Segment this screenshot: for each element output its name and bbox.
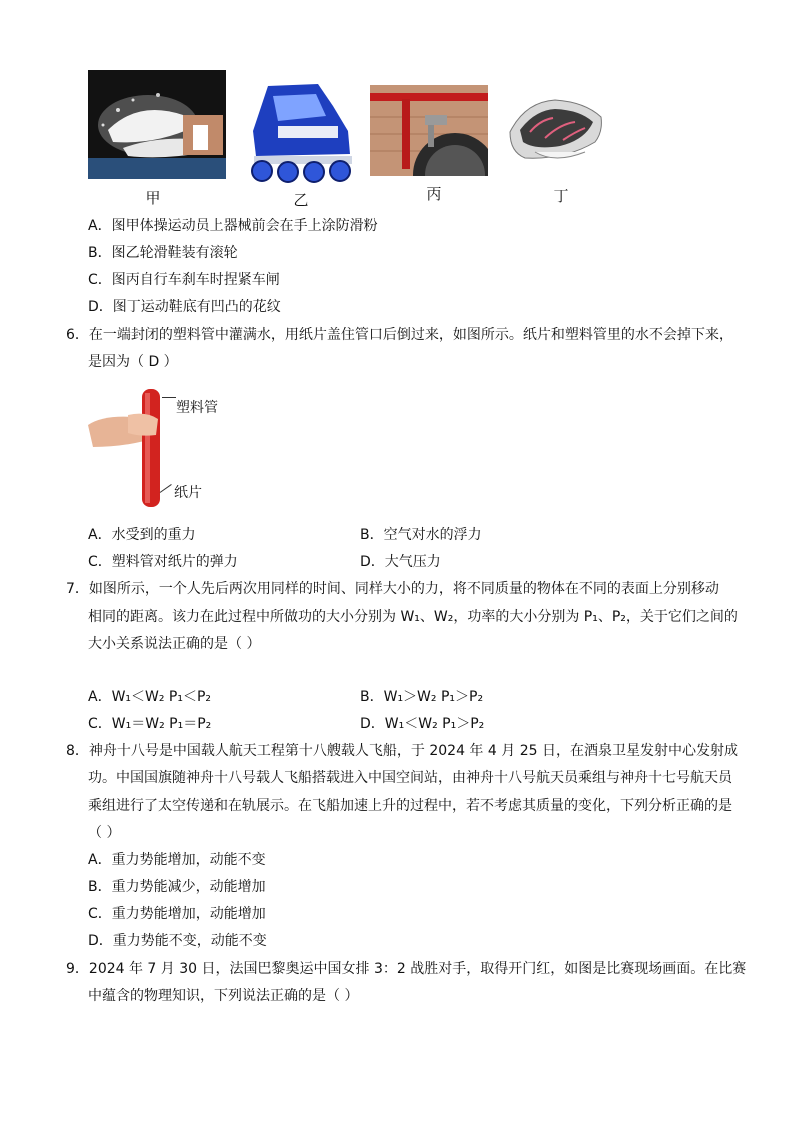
q5-option-a: A．图甲体操运动员上器械前会在手上涂防滑粉	[88, 218, 378, 234]
q6-option-a: A．水受到的重力	[88, 527, 196, 543]
q7-option-d: D．W₁＜W₂ P₁＞P₂	[360, 716, 485, 732]
q9-stem-line2: 中蕴含的物理知识，下列说法正确的是（ ）	[88, 988, 359, 1004]
photo-roller-skate	[238, 76, 362, 184]
leader-line-tube	[162, 397, 176, 398]
photo-gymnast-chalk	[88, 70, 226, 179]
q8-option-c: C．重力势能增加，动能增加	[88, 906, 266, 922]
q6-option-b: B．空气对水的浮力	[360, 527, 482, 543]
q8-option-a: A．重力势能增加，动能不变	[88, 852, 266, 868]
q7-stem-line3: 大小关系说法正确的是（ ）	[88, 636, 261, 652]
q8-stem-line4: （ ）	[88, 825, 121, 841]
q5-option-d: D．图丁运动鞋底有凹凸的花纹	[88, 299, 281, 315]
photo-bicycle-brake	[370, 85, 488, 176]
q7-option-c: C．W₁＝W₂ P₁＝P₂	[88, 716, 212, 732]
label-paper: 纸片	[174, 485, 202, 501]
q5-option-b: B．图乙轮滑鞋装有滚轮	[88, 245, 238, 261]
q7-option-b: B．W₁＞W₂ P₁＞P₂	[360, 689, 484, 705]
caption-jia: 甲	[145, 189, 161, 207]
q8-option-b: B．重力势能减少，动能增加	[88, 879, 266, 895]
caption-yi: 乙	[293, 191, 309, 209]
q8-stem-line2: 功。中国国旗随神舟十八号载人飞船搭载进入中国空间站，由神舟十八号航天员乘组与神舟十七号航天员	[88, 770, 732, 786]
caption-bing: 丙	[426, 185, 442, 203]
q6-option-d: D．大气压力	[360, 554, 441, 570]
q5-option-c: C．图丙自行车刹车时捏紧车闸	[88, 272, 280, 288]
q6-option-c: C．塑料管对纸片的弹力	[88, 554, 238, 570]
q6-stem-line1: 6．在一端封闭的塑料管中灌满水，用纸片盖住管口后倒过来，如图所示。纸片和塑料管里的水不会掉下来，	[66, 327, 733, 343]
q7-stem-line1: 7．如图所示，一个人先后两次用同样的时间、同样大小的力，将不同质量的物体在不同的表面上分别移动	[66, 581, 719, 597]
photo-plastic-tube	[88, 385, 188, 510]
q8-stem-line3: 乘组进行了太空传递和在轨展示。在飞船加速上升的过程中，若不考虑其质量的变化，下列分析正确的是	[88, 798, 732, 814]
label-plastic-tube: 塑料管	[176, 400, 218, 416]
caption-ding: 丁	[553, 187, 569, 205]
photo-sneaker-sole	[505, 92, 605, 166]
q7-stem-line2: 相同的距离。该力在此过程中所做功的大小分别为 W₁、W₂，功率的大小分别为 P₁、P₂，关于它们之间的	[88, 609, 738, 625]
q6-stem-line2: 是因为（ D ）	[88, 354, 178, 370]
q8-option-d: D．重力势能不变，动能不变	[88, 933, 267, 949]
q8-stem-line1: 8．神舟十八号是中国载人航天工程第十八艘载人飞船，于 2024 年 4 月 25 日，在酒泉卫星发射中心发射成	[66, 743, 738, 759]
q9-stem-line1: 9．2024 年 7 月 30 日，法国巴黎奥运中国女排 3：2 战胜对手，取得开门红，如图是比赛现场画面。在比赛	[66, 961, 747, 977]
q7-option-a: A．W₁＜W₂ P₁＜P₂	[88, 689, 212, 705]
